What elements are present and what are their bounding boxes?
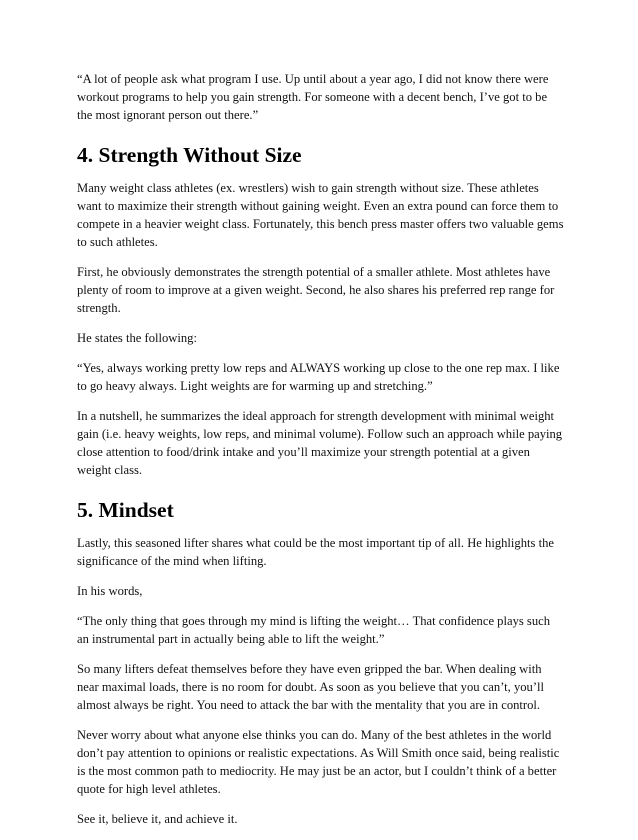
intro-quote: “A lot of people ask what program I use. Up until about a year ago, I did not know there were workout programs to help you gain strength. For someone with a decent bench, I’ve got to be the most ignorant person out there.” [77,72,549,122]
section-4-paragraph-1: Many weight class athletes (ex. wrestlers) wish to gain strength without size. These athletes want to maximize their strength without gaining weight. Even an extra pound can force them to compete in a heavier weight class. Fortunately, this bench press master offers two valuable gems to such athletes. [77,181,564,249]
section-5-paragraph-1: Lastly, this seasoned lifter shares what could be the most important tip of all. He highlights the significance of the mind when lifting. [77,536,554,568]
section-5-paragraph-4: So many lifters defeat themselves before they have even gripped the bar. When dealing with near maximal loads, there is no room for doubt. As soon as you believe that you can’t, you’ll almost always be right. You need to attack the bar with the mentality that you are in control. [77,662,545,712]
document-body [77,70,565,840]
section-5-paragraph-5: Never worry about what anyone else thinks you can do. Many of the best athletes in the world don’t pay attention to opinions or realistic expectations. As Will Smith once said, being realistic is the most common path to mediocrity. He may just be an actor, but I couldn’t think of a better quote for high level athletes. [77,728,560,796]
section-4-paragraph-3: He states the following: [77,331,197,345]
section-4-paragraph-2: First, he obviously demonstrates the strength potential of a smaller athlete. Most athletes have plenty of room to improve at a given weight. Second, he also shares his preferred rep range for strength. [77,265,555,315]
section-4-heading: 4. Strength Without Size [77,143,302,167]
section-5-paragraph-6: See it, believe it, and achieve it. [77,812,238,826]
section-4-paragraph-5: In a nutshell, he summarizes the ideal approach for strength development with minimal weight gain (i.e. heavy weights, low reps, and minimal volume). Follow such an approach while paying close attention to food/drink intake and you’ll maximize your strength potential at a given weight class. [77,409,563,477]
section-5-heading: 5. Mindset [77,498,174,522]
section-4-quote: “Yes, always working pretty low reps and ALWAYS working up close to the one rep max. I like to go heavy always. Light weights are for warming up and stretching.” [77,361,560,393]
section-5-quote: “The only thing that goes through my mind is lifting the weight… That confidence plays such an instrumental part in actually being able to lift the weight.” [77,614,550,646]
section-5-paragraph-2: In his words, [77,584,143,598]
